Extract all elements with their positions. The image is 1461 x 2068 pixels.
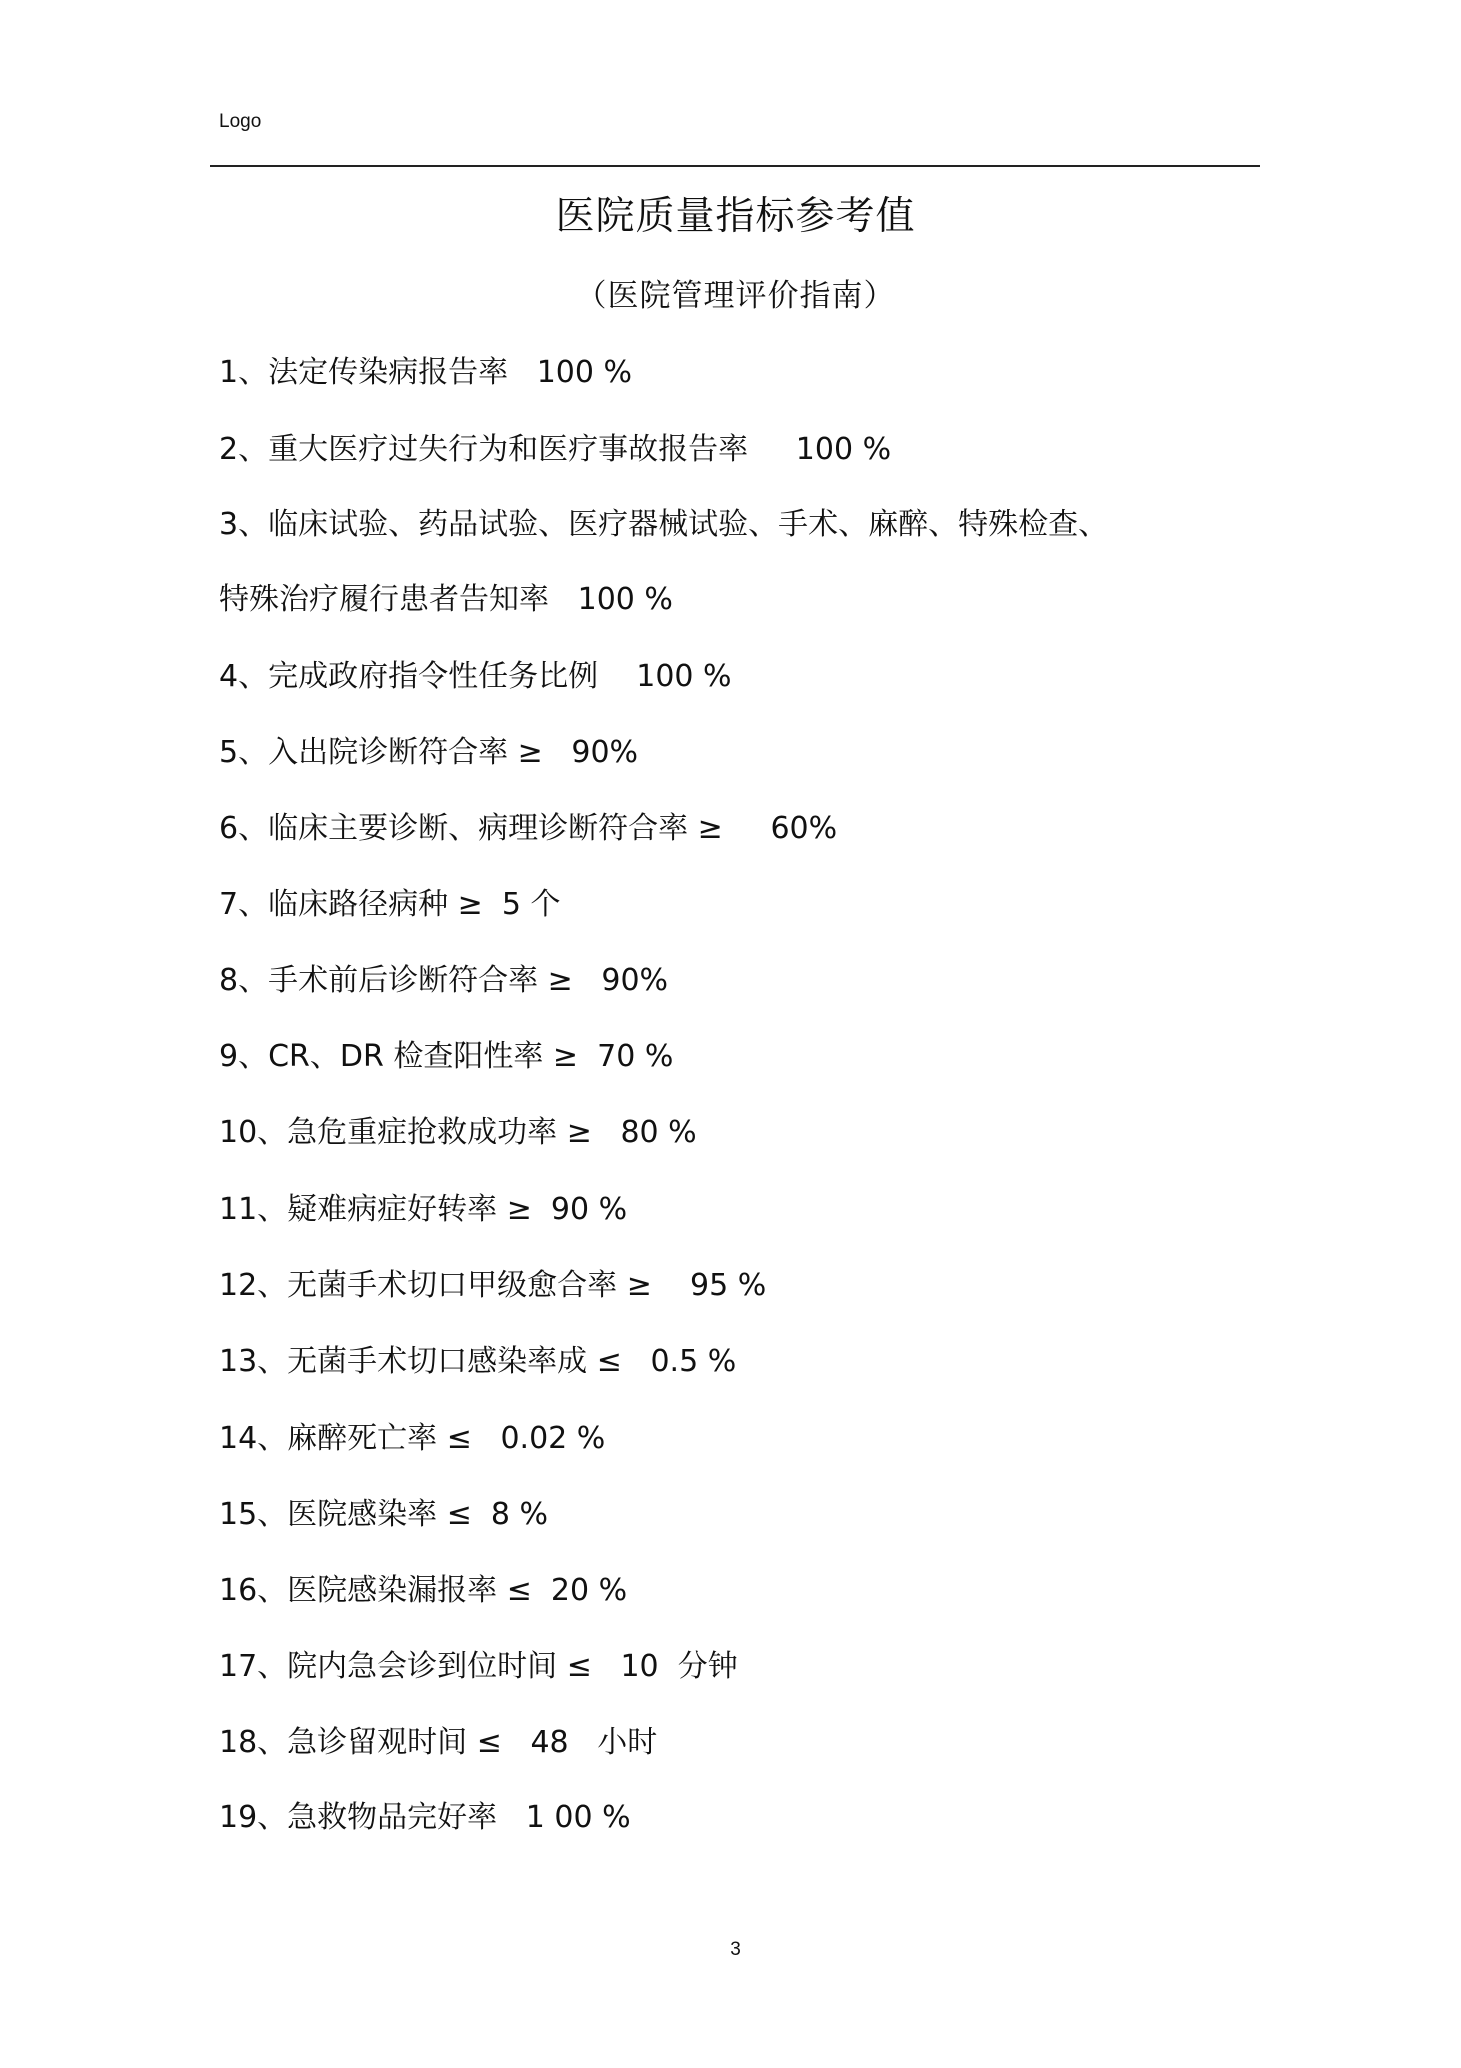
- list-item: 3、临床试验、药品试验、医疗器械试验、手术、麻醉、特殊检查、: [219, 507, 1109, 542]
- list-item: 10、急危重症抢救成功率 ≥ 80 %: [219, 1115, 697, 1150]
- list-item: 16、医院感染漏报率 ≤ 20 %: [219, 1573, 628, 1608]
- list-item: 4、完成政府指令性任务比例 100 %: [219, 659, 732, 694]
- list-item: 6、临床主要诊断、病理诊断符合率 ≥ 60%: [219, 811, 838, 846]
- list-item: 1、法定传染病报告率 100 %: [219, 355, 632, 390]
- list-item: 特殊治疗履行患者告知率 100 %: [219, 582, 673, 617]
- list-item: 9、CR、DR 检查阳性率 ≥ 70 %: [219, 1039, 674, 1074]
- list-item: 17、院内急会诊到位时间 ≤ 10 分钟: [219, 1649, 738, 1684]
- list-item: 11、疑难病症好转率 ≥ 90 %: [219, 1192, 628, 1227]
- list-item: 7、临床路径病种 ≥ 5 个: [219, 887, 561, 922]
- list-item: 15、医院感染率 ≤ 8 %: [219, 1497, 549, 1532]
- document-subtitle: （医院管理评价指南）: [575, 278, 896, 314]
- list-item: 18、急诊留观时间 ≤ 48 小时: [219, 1725, 658, 1760]
- list-item: 14、麻醉死亡率 ≤ 0.02 %: [219, 1421, 606, 1456]
- list-item: 2、重大医疗过失行为和医疗事故报告率 100 %: [219, 432, 892, 467]
- list-item: 19、急救物品完好率 1 00 %: [219, 1800, 631, 1835]
- list-item: 5、入出院诊断符合率 ≥ 90%: [219, 735, 639, 770]
- header-divider: [210, 165, 1260, 167]
- header-logo: Logo: [219, 111, 262, 132]
- list-item: 12、无菌手术切口甲级愈合率 ≥ 95 %: [219, 1268, 767, 1303]
- list-item: 13、无菌手术切口感染率成 ≤ 0.5 %: [219, 1344, 737, 1379]
- page-number: 3: [730, 1939, 741, 1960]
- list-item: 8、手术前后诊断符合率 ≥ 90%: [219, 963, 669, 998]
- document-title: 医院质量指标参考值: [555, 194, 916, 239]
